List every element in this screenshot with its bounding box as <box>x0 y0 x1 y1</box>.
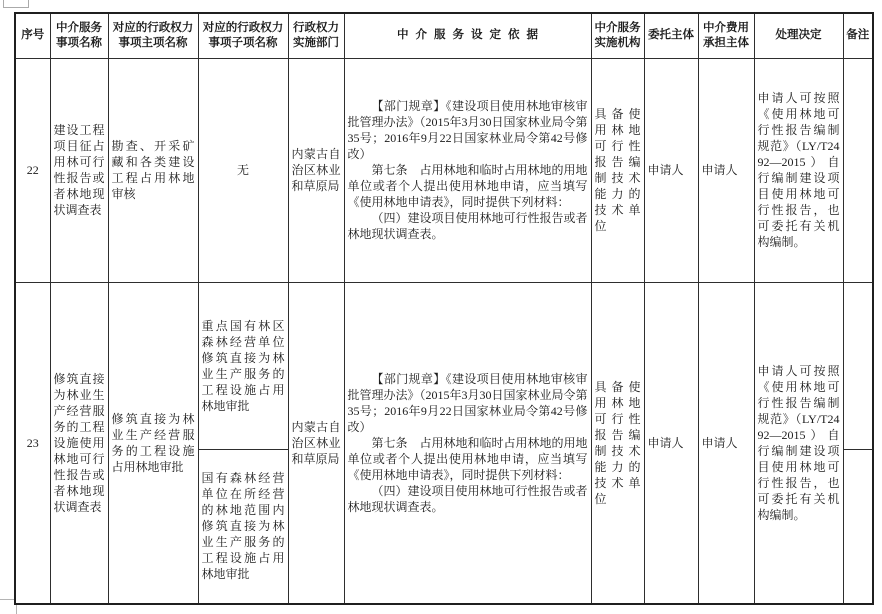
row22-basis-paragraph-2: 第七条 占用林地和临时占用林地的用地单位或者个人提出使用林地申请，应当填写《使用林地申请表》，同时提供下列材料： <box>347 163 588 209</box>
page-edge-fragment-top-left <box>3 0 29 8</box>
row23-remark-1 <box>843 282 873 449</box>
page-edge-fragment-bottom-horizontal <box>0 599 14 600</box>
header-fee-bearer: 中介费用承担主体 <box>698 13 754 58</box>
row23-main-item: 修筑直接为林业生产经营服务的工程设施占用林地审批 <box>108 282 198 604</box>
header-row <box>15 13 873 58</box>
row23-fee-bearer: 申请人 <box>698 282 754 604</box>
header-basis: 中介服务设定依据 <box>344 13 591 58</box>
header-decision: 处理决定 <box>754 13 843 58</box>
row23-agency: 具备使用林地可行性报告编制技术能力的技术单位 <box>591 282 644 604</box>
intermediary-services-table <box>14 12 874 605</box>
table-row-23-upper <box>15 282 873 449</box>
row22-agency: 具备使用林地可行性报告编制技术能力的技术单位 <box>591 58 644 282</box>
row23-remark-2 <box>843 449 873 604</box>
row23-basis-paragraph-1: 【部门规章】《建设项目使用林地审核审批管理办法》（2015年3月30日国家林业局令第35号；2016年9月22日国家林业局令第42号修改） <box>347 371 588 434</box>
row22-seq: 22 <box>15 58 50 282</box>
row22-basis-paragraph-1: 【部门规章】《建设项目使用林地审核审批管理办法》（2015年3月30日国家林业局令第35号；2016年9月22日国家林业局令第42号修改） <box>347 99 588 161</box>
row22-main-item: 勘查、开采矿藏和各类建设工程占用林地审核 <box>108 58 198 282</box>
row23-basis-paragraph-3: （四）建设项目使用林地可行性报告或者林地现状调查表。 <box>347 483 588 514</box>
header-seq: 序号 <box>15 13 50 58</box>
header-agency: 中介服务实施机构 <box>591 13 644 58</box>
row23-entrusting-party: 申请人 <box>644 282 698 604</box>
row23-sub-item-1: 重点国有林区森林经营单位修筑直接为林业生产服务的工程设施占用林地审批 <box>198 282 288 449</box>
row23-basis-paragraph-2: 第七条 占用林地和临时占用林地的用地单位或者个人提出使用林地申请，应当填写《使用林地申请表》，同时提供下列材料： <box>347 435 588 482</box>
page-edge-fragment-bottom-vertical <box>16 604 17 614</box>
header-remark: 备注 <box>843 13 873 58</box>
row23-basis <box>344 282 591 604</box>
row22-entrusting-party: 申请人 <box>644 58 698 282</box>
header-department: 行政权力实施部门 <box>288 13 344 58</box>
table-row-22 <box>15 58 873 282</box>
row22-basis-paragraph-3: （四）建设项目使用林地可行性报告或者林地现状调查表。 <box>347 211 588 241</box>
row23-department: 内蒙古自治区林业和草原局 <box>288 282 344 604</box>
row22-remark <box>843 58 873 282</box>
row22-department: 内蒙古自治区林业和草原局 <box>288 58 344 282</box>
header-sub-item: 对应的行政权力事项子项名称 <box>198 13 288 58</box>
row22-service-name: 建设工程项目征占用林可行性报告或者林地现状调查表 <box>50 58 108 282</box>
header-entrusting-party: 委托主体 <box>644 13 698 58</box>
row23-decision: 申请人可按照《使用林地可行性报告编制规范》（LY/T2492—2015）自行编制建设项目使用林地可行性报告，也可委托有关机构编制。 <box>754 282 843 604</box>
row23-sub-item-2: 国有森林经营单位在所经营的林地范围内修筑直接为林业生产服务的工程设施占用林地审批 <box>198 449 288 604</box>
header-main-item: 对应的行政权力事项主项名称 <box>108 13 198 58</box>
row23-seq: 23 <box>15 282 50 604</box>
row22-decision: 申请人可按照《使用林地可行性报告编制规范》（LY/T2492—2015）自行编制建设项目使用林地可行性报告，也可委托有关机构编制。 <box>754 58 843 282</box>
row22-sub-item: 无 <box>198 58 288 282</box>
row23-service-name: 修筑直接为林业生产经营服务的工程设施使用林地可行性报告或者林地现状调查表 <box>50 282 108 604</box>
row22-fee-bearer: 申请人 <box>698 58 754 282</box>
row22-basis <box>344 58 591 282</box>
header-service-name: 中介服务事项名称 <box>50 13 108 58</box>
